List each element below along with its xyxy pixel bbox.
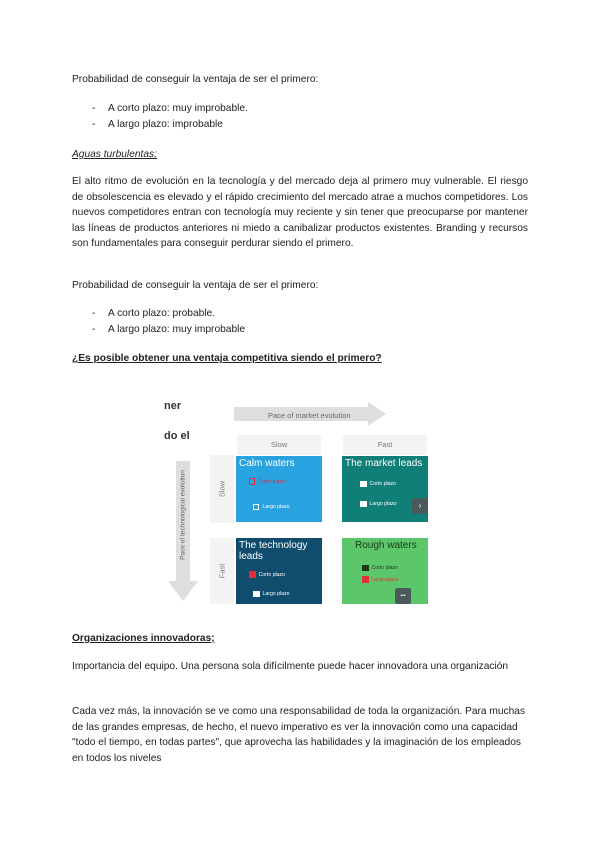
cell-item-long: [360, 500, 397, 507]
thumb-up-icon: [362, 564, 370, 571]
cell-title: Calm waters: [239, 458, 295, 469]
row-header-label: Slow: [217, 480, 227, 498]
cell-item-short: [249, 478, 285, 485]
heading-organizaciones: Organizaciones innovadoras;: [72, 633, 215, 644]
cell-item-long: [253, 590, 290, 597]
cell-item-label: Corto plazo: [369, 480, 396, 487]
paragraph-probability-1: Probabilidad de conseguir la ventaja de ser el primero:: [72, 74, 319, 85]
list-dash: -: [92, 308, 96, 319]
thumb-up-icon: [253, 503, 261, 510]
thumb-up-icon: [360, 480, 368, 487]
cell-title: The technology leads: [239, 540, 308, 562]
list-item-short-term-2: [92, 306, 215, 322]
cell-market-leads: [342, 456, 428, 522]
cell-title: The market leads: [345, 458, 423, 469]
paragraph-probability-2: Probabilidad de conseguir la ventaja de ser el primero:: [72, 280, 319, 291]
cell-item-label: Largo plazo: [262, 503, 290, 510]
list-item-text: A corto plazo: muy improbable.: [108, 103, 248, 114]
row-header-fast: [210, 538, 234, 604]
cell-item-long: [253, 503, 290, 510]
thumb-up-icon: [253, 590, 261, 597]
column-header-fast: Fast: [343, 435, 427, 455]
list-dash: -: [92, 324, 96, 335]
thumb-up-icon: [360, 500, 368, 507]
list-item-long-term-2: [92, 322, 245, 338]
row-header-label: Fast: [217, 563, 227, 579]
cell-item-label: Largo plazo: [262, 590, 290, 597]
column-header-slow: Slow: [237, 435, 321, 455]
list-dash: -: [92, 119, 96, 130]
list-item-text: A corto plazo: probable.: [108, 308, 216, 319]
cell-item-label: Largo plazo: [369, 500, 397, 507]
cell-item-long: [362, 576, 399, 583]
thumb-down-icon: [362, 576, 370, 583]
list-item-short-term-1: [92, 101, 248, 117]
list-dash: -: [92, 103, 96, 114]
thumb-down-icon: [249, 571, 257, 578]
paragraph-org-1: Importancia del equipo. Una persona sola difícilmente puede hacer innovadora una organización: [72, 661, 509, 672]
paragraph-aguas-turbulentas: El alto ritmo de evolución en la tecnología y del mercado deja al primero muy vulnerable. El riesgo de obsolescencia es elevado y el rápido crecimiento del mercado atrae a muchos competidores. Los nuevos competidores entran con tecnología muy reciente y sin tener que preocuparse por mantener las líneas de productos anteriores ni miedo a canibalizar productos existentes. Branding y recursos son fundamentales para conseguir perdurar siendo el primero.: [72, 176, 528, 249]
cell-item-label: Corto plazo: [371, 564, 398, 571]
more-button[interactable]: •••: [395, 588, 411, 604]
partial-text-mid: do el: [164, 430, 190, 442]
thumb-down-icon: [249, 478, 257, 485]
row-header-slow: [210, 455, 234, 523]
paragraph-org-2: Cada vez más, la innovación se ve como una responsabilidad de toda la organización. Para muchas de las grandes empresas, de hecho, el nuevo imperativo es ver la innovación como una capacidad "todo el tiempo, en todas partes", que aprovecha las habilidades y la imaginación de los empleados en todos los niveles: [72, 706, 526, 764]
cell-item-label: Corto plazo: [258, 478, 285, 485]
cell-calm-waters: [236, 456, 322, 522]
heading-question: ¿Es posible obtener una ventaja competitiva siendo el primero?: [72, 353, 382, 364]
list-item-text: A largo plazo: improbable: [108, 119, 223, 130]
heading-aguas-turbulentas: Aguas turbulentas;: [72, 149, 157, 160]
cell-item-short: [362, 564, 398, 571]
cell-item-label: Corto plazo: [258, 571, 285, 578]
cell-title: Rough waters: [355, 540, 417, 551]
partial-text-top: ner: [164, 400, 182, 412]
cell-item-short: [249, 571, 285, 578]
cell-item-label: Largo plazo: [371, 576, 399, 583]
list-item-long-term-1: [92, 117, 223, 133]
cell-item-short: [360, 480, 396, 487]
next-button[interactable]: ›: [412, 498, 428, 514]
market-arrow-label: Pace of market evolution: [268, 411, 351, 420]
list-item-text: A largo plazo: muy improbable: [108, 324, 246, 335]
cell-rough-waters: [342, 538, 428, 604]
cell-technology-leads: [236, 538, 322, 604]
competitive-matrix-figure: [164, 395, 434, 607]
tech-arrow-label: Pace of technological evolution: [179, 470, 187, 560]
